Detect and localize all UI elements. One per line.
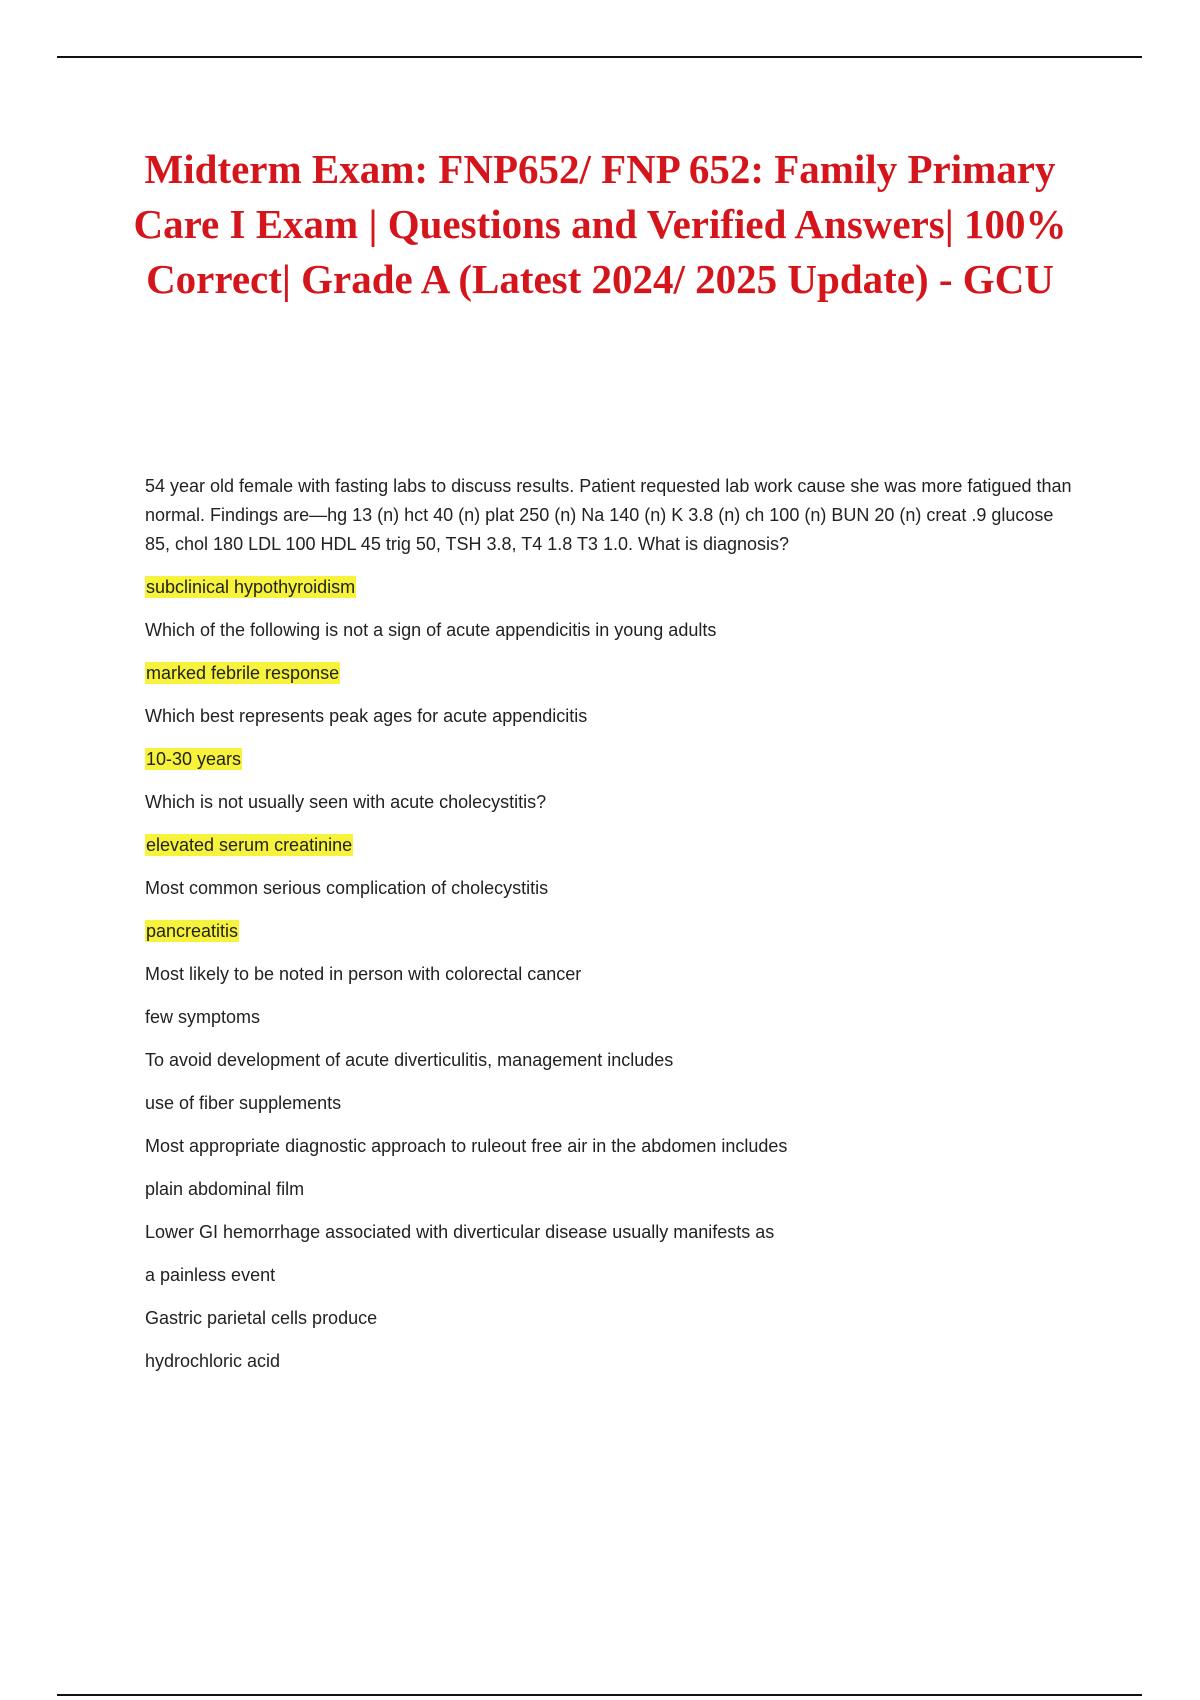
answer-row (145, 1263, 1075, 1287)
answer-row (145, 661, 1075, 685)
question-text: Which best represents peak ages for acute appendicitis (145, 706, 588, 726)
question-text: Most common serious complication of cholecystitis (145, 878, 549, 898)
answer-row (145, 833, 1075, 857)
answer-row (145, 1349, 1075, 1373)
answer-text: few symptoms (145, 1007, 261, 1027)
highlighted-answer-text: pancreatitis (146, 921, 239, 941)
question-text: Which is not usually seen with acute cholecystitis? (145, 792, 547, 812)
highlighted-answer-text: elevated serum creatinine (146, 835, 353, 855)
question-text: Most appropriate diagnostic approach to ruleout free air in the abdomen includes (145, 1136, 788, 1156)
answer-row (145, 1005, 1075, 1029)
question-text: 54 year old female with fasting labs to discuss results. Patient requested lab work cause she was more fatigued than normal. Findings are—hg 13 (n) hct 40 (n) plat 250 (n) Na 140 (n) K 3.8 (n) ch 100 (n) BUN 20 (n) creat .9 glucose 85, chol 180 LDL 100 HDL 45 trig 50, TSH 3.8, T4 1.8 T3 1.0. What is diagnosis? (145, 476, 1072, 554)
question-text: To avoid development of acute diverticulitis, management includes (145, 1050, 674, 1070)
answer-text: use of fiber supplements (145, 1093, 342, 1113)
highlighted-answer-text: marked febrile response (146, 663, 340, 683)
question-text: Lower GI hemorrhage associated with diverticular disease usually manifests as (145, 1222, 775, 1242)
answer-text: hydrochloric acid (145, 1351, 281, 1371)
answer-text: a painless event (145, 1265, 276, 1285)
question-text: Most likely to be noted in person with colorectal cancer (145, 964, 582, 984)
question-text: Which of the following is not a sign of acute appendicitis in young adults (145, 620, 717, 640)
highlighted-answer-text: subclinical hypothyroidism (146, 577, 356, 597)
top-rule (57, 56, 1142, 58)
question-text: Gastric parietal cells produce (145, 1308, 378, 1328)
answer-row (145, 919, 1075, 943)
highlighted-answer-text: 10-30 years (146, 749, 242, 769)
answer-text: plain abdominal film (145, 1179, 305, 1199)
answer-row (145, 575, 1075, 599)
answer-row (145, 1091, 1075, 1115)
qa-list (145, 472, 1075, 1390)
bottom-rule (57, 1694, 1142, 1696)
answer-row (145, 747, 1075, 771)
answer-row (145, 1177, 1075, 1201)
document-title: Midterm Exam: FNP652/ FNP 652: Family Primary Care I Exam | Questions and Verified Answers| 100% Correct| Grade A (Latest 2024/ 2025 Update) - GCU (133, 146, 1067, 302)
